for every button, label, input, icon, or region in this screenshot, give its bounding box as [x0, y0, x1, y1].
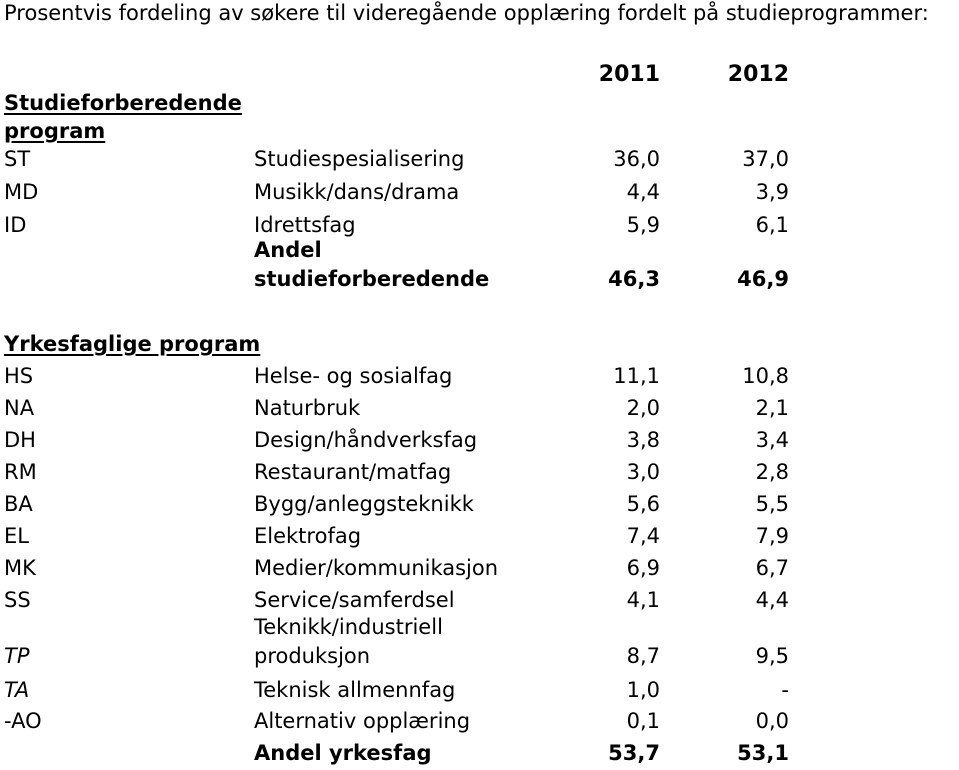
value-2011: 5,9 [626, 213, 660, 237]
program-code: MD [4, 180, 39, 204]
total-label: Andel yrkesfag [254, 741, 432, 765]
table-row [0, 706, 959, 736]
total-value-2011: 53,7 [608, 741, 660, 765]
program-name: Service/samferdsel [254, 588, 455, 612]
program-code: NA [4, 396, 35, 420]
value-2012: 5,5 [755, 492, 789, 516]
section-heading-studieforberedende [4, 89, 242, 145]
program-name: Alternativ opplæring [254, 709, 471, 733]
program-code: ID [4, 213, 27, 237]
value-2012: 6,1 [755, 213, 789, 237]
value-2012: 0,0 [755, 709, 789, 733]
value-2011: 6,9 [626, 556, 660, 580]
table-row [0, 675, 959, 705]
value-2011: 11,1 [613, 364, 660, 388]
total-row-studieforberedende [0, 236, 959, 294]
value-2011: 7,4 [626, 524, 660, 548]
program-name: Idrettsfag [254, 213, 356, 237]
table-row [0, 553, 959, 583]
program-name: Medier/kommunikasjon [254, 556, 499, 580]
value-2011: 3,8 [626, 428, 660, 452]
program-code: TA [4, 678, 30, 702]
table-row [0, 393, 959, 423]
section-heading-line1: Studieforberedende [4, 91, 242, 115]
value-2011: 5,6 [626, 492, 660, 516]
column-header-2011: 2011 [598, 62, 660, 87]
value-2012: 2,1 [755, 396, 789, 420]
total-value-2012: 53,1 [737, 741, 789, 765]
program-code: DH [4, 428, 36, 452]
program-name-line2: produksjon [254, 644, 371, 668]
program-name: Design/håndverksfag [254, 428, 478, 452]
program-name: Restaurant/matfag [254, 460, 452, 484]
value-2011: 1,0 [626, 678, 660, 702]
program-code: RM [4, 460, 37, 484]
program-name: Teknisk allmennfag [254, 678, 456, 702]
value-2012: 3,9 [755, 180, 789, 204]
program-name: Musikk/dans/drama [254, 180, 460, 204]
value-2011: 3,0 [626, 460, 660, 484]
program-code: MK [4, 556, 36, 580]
section-heading-label: Yrkesfaglige program [4, 332, 261, 356]
program-code: BA [4, 492, 33, 516]
program-name: Naturbruk [254, 396, 361, 420]
table-row [0, 177, 959, 207]
total-row-yrkesfag [0, 738, 959, 768]
program-code: HS [4, 364, 34, 388]
table-row [0, 361, 959, 391]
section-heading-line2: program [4, 119, 106, 143]
value-2011: 0,1 [626, 709, 660, 733]
value-2012: 6,7 [755, 556, 789, 580]
table-row [0, 521, 959, 551]
value-2011: 4,4 [626, 180, 660, 204]
value-2011: 4,1 [626, 588, 660, 612]
program-code: SS [4, 588, 31, 612]
total-label-line2: studieforberedende [254, 267, 490, 291]
total-label-line1: Andel [254, 238, 322, 262]
program-code: -AO [4, 709, 42, 733]
total-value-2012: 46,9 [737, 267, 789, 291]
value-2012: 37,0 [742, 147, 789, 171]
table-row [0, 457, 959, 487]
value-2011: 36,0 [613, 147, 660, 171]
table-row [0, 489, 959, 519]
value-2012: 2,8 [755, 460, 789, 484]
column-header-2012: 2012 [727, 62, 789, 87]
program-code: ST [4, 147, 31, 171]
value-2011: 2,0 [626, 396, 660, 420]
value-2012: - [781, 678, 789, 702]
value-2012: 4,4 [755, 588, 789, 612]
program-code: TP [4, 644, 30, 668]
total-label [254, 236, 554, 294]
table-row [0, 613, 959, 671]
section-heading-yrkesfaglige [4, 330, 260, 358]
table-row [0, 144, 959, 174]
value-2012: 9,5 [755, 644, 789, 668]
value-2012: 3,4 [755, 428, 789, 452]
value-2012: 10,8 [742, 364, 789, 388]
program-name: Helse- og sosialfag [254, 364, 453, 388]
page-title: Prosentvis fordeling av søkere til videregående opplæring fordelt på studieprogrammer: [4, 1, 929, 25]
value-2012: 7,9 [755, 524, 789, 548]
program-name-line1: Teknikk/industriell [254, 615, 443, 639]
program-name [254, 613, 554, 671]
program-name: Studiespesialisering [254, 147, 465, 171]
value-2011: 8,7 [626, 644, 660, 668]
program-name: Bygg/anleggsteknikk [254, 492, 474, 516]
table-row [0, 585, 959, 615]
total-value-2011: 46,3 [608, 267, 660, 291]
table-row [0, 425, 959, 455]
program-name: Elektrofag [254, 524, 362, 548]
program-code: EL [4, 524, 29, 548]
